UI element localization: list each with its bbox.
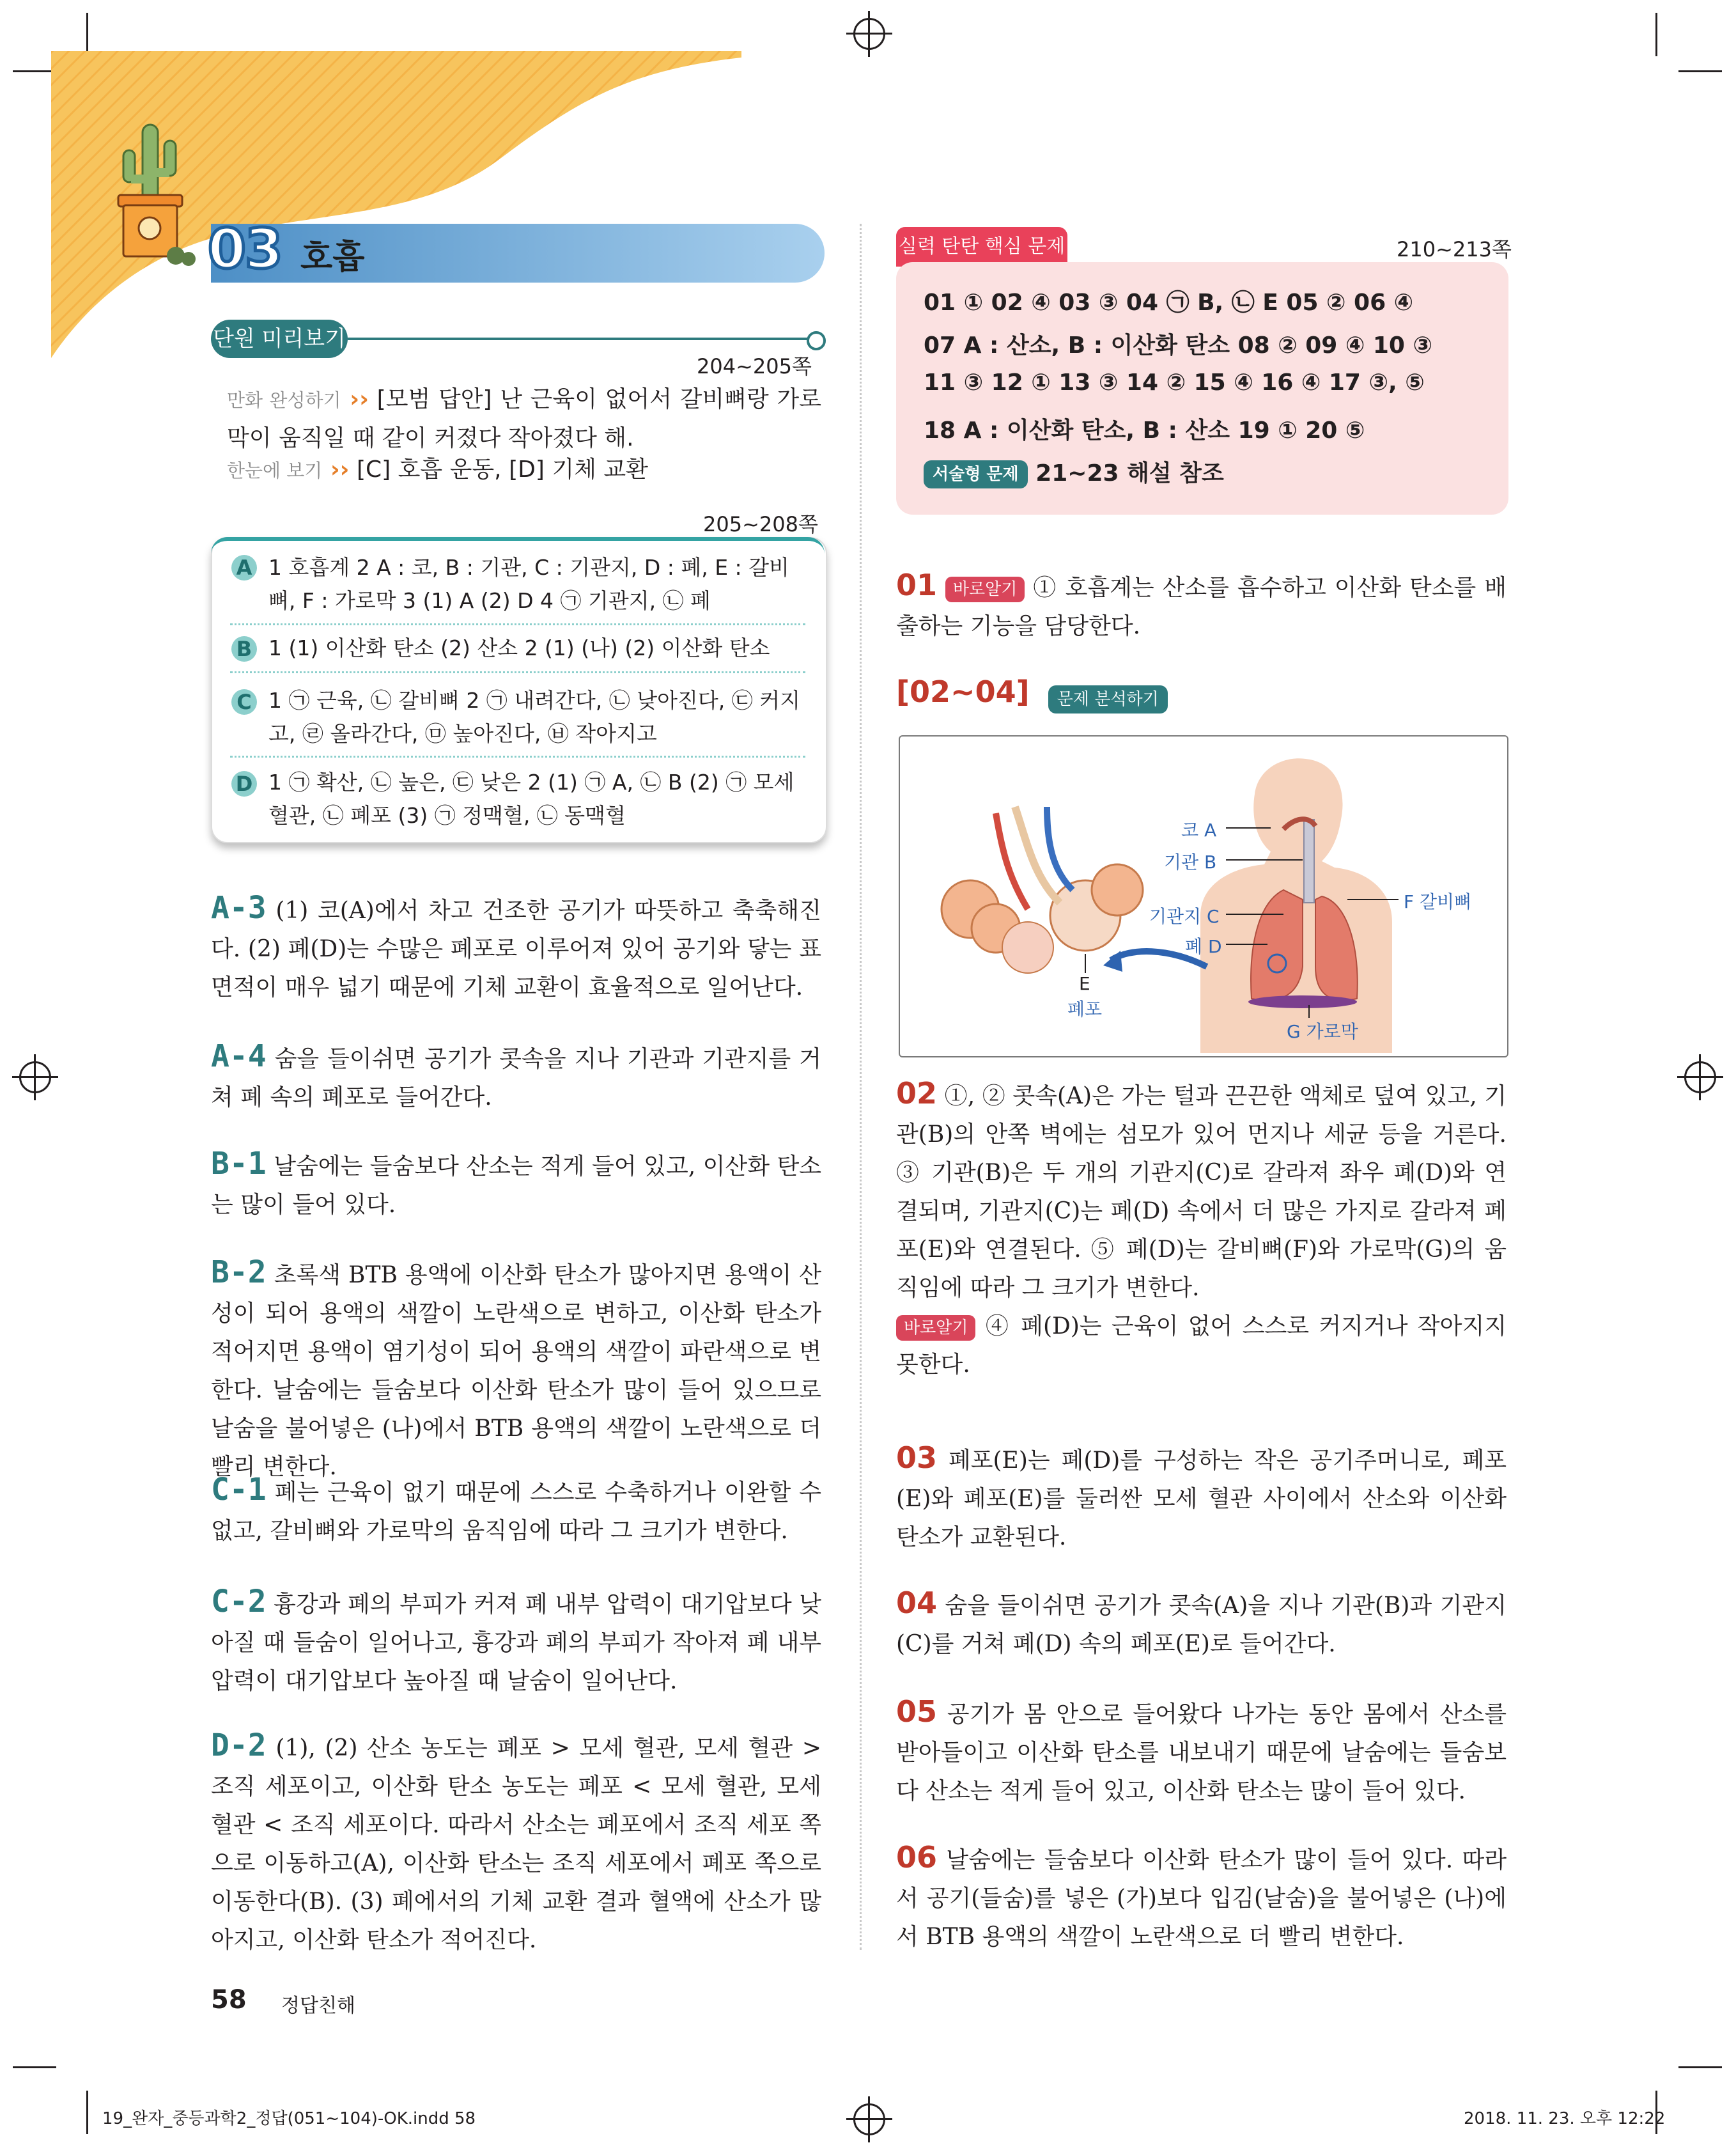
figure-label-e: E [1079,973,1090,994]
figure-label-a: 코 A [1181,820,1217,841]
key-row: 18 A : 이산화 탄소, B : 산소 19 ① 20 ⑤ [924,417,1365,444]
answer-row-b: 1 (1) 이산화 탄소 (2) 산소 2 (1) (나) (2) 이산화 탄소 [268,635,770,660]
explanation-text: 초록색 BTB 용액에 이산화 탄소가 많아지면 용액이 산성이 되어 용액의 색깔이 노란색으로 변하고, 이산화 탄소가 적어지면 용액이 염기성이 되어 용액의 색깔이 파란색으로 변한다. 날숨에는 들숨보다 이산화 탄소가 많이 들어 있으므로 날숨을 불어넣은 (나)에서 BTB 용액의 색깔이 노란색으로 더 빨리 변한다. [211,1262,821,1480]
question-number: 06 [896,1840,938,1875]
explanation-c1 [211,1470,821,1550]
figure-label-d: 폐 D [1185,936,1222,957]
section-number: 03 [208,217,282,281]
question-number: 02 [896,1076,938,1111]
group-title: [02~04] [896,674,1030,709]
divider-end [807,331,826,350]
explanation-b1 [211,1144,821,1224]
preview-line-1 [227,380,821,458]
column-divider [860,224,862,1950]
crop-mark [86,13,88,56]
page-ref: 204~205쪽 [697,354,812,378]
explanation-q02 [896,1074,1507,1384]
question-number: 05 [896,1694,938,1729]
explanation-text: 폐포(E)는 폐(D)를 구성하는 작은 공기주머니로, 폐포(E)와 폐포(E)를 둘러싼 모세 혈관 사이에서 산소와 이산화 탄소가 교환된다. [896,1447,1507,1550]
explanation-text: 날숨에는 들숨보다 산소는 적게 들어 있고, 이산화 탄소는 많이 들어 있다. [211,1153,821,1218]
crop-mark [1678,70,1722,72]
file-info: 19_완자_중등과학2_정답(051~104)-OK.indd 58 [102,2109,476,2128]
crop-mark [86,2091,88,2134]
question-number: 01 [896,568,938,602]
key-row: 01 ① 02 ④ 03 ③ 04 ㉠ B, ㉡ E 05 ② 06 ④ [924,290,1414,316]
explanation-label: B-2 [211,1254,267,1290]
page-ref: 205~208쪽 [703,512,818,536]
divider [230,671,805,673]
explanation-label: A-4 [211,1038,267,1074]
answer-letter-b: B [231,636,257,662]
registration-mark [1684,1061,1716,1093]
explanation-q06 [896,1838,1507,1956]
question-number: 03 [896,1440,938,1475]
divider [230,623,805,625]
figure-label-e-name: 폐포 [1067,999,1103,1020]
figure-label-f: F 갈비뼈 [1404,891,1472,912]
page-ref: 210~213쪽 [1397,237,1512,261]
explanation-label: B-1 [211,1146,267,1181]
respiratory-figure [899,735,1508,1057]
explanation-text: ① 호흡계는 산소를 흡수하고 이산화 탄소를 배출하는 기능을 담당한다. [896,575,1507,639]
explanation-text: 숨을 들이쉬면 공기가 콧속을 지나 기관과 기관지를 거쳐 폐 속의 폐포로 들어간다. [211,1046,821,1111]
divider [230,756,805,758]
explanation-text: 숨을 들이쉬면 공기가 콧속(A)을 지나 기관(B)과 기관지(C)를 거쳐 폐(D) 속의 폐포(E)로 들어간다. [896,1593,1507,1657]
explanation-text: (1) 코(A)에서 차고 건조한 공기가 따뜻하고 축축해진다. (2) 폐(D)는 수많은 폐포로 이루어져 있어 공기와 닿는 표면적이 매우 넓기 때문에 기체 교환이 효율적으로 일어난다. [211,898,821,1001]
page-number: 58 [211,1985,247,2015]
answer-letter-a: A [231,555,257,581]
crop-mark [1678,2066,1722,2068]
answer-row-c: 1 ㉠ 근육, ㉡ 갈비뼈 2 ㉠ 내려간다, ㉡ 낮아진다, ㉢ 커지고, ㉣ 올라간다, ㉤ 높아진다, ㉥ 작아지고 [268,688,801,746]
figure-label-b: 기관 B [1164,852,1217,873]
essay-tag: 서술형 문제 [924,460,1028,488]
correction-tag: 바로알기 [945,577,1025,602]
preview-text: [모범 답안] 난 근육이 없어서 갈비뼈랑 가로막이 움직일 때 같이 커졌다 작아졌다 해. [227,386,821,451]
essay-text: 21~23 해설 참조 [1035,460,1224,487]
explanation-label: A-3 [211,890,267,926]
key-row-essay [924,455,1224,488]
explanation-text: ①, ② 콧속(A)은 가는 털과 끈끈한 액체로 덮여 있고, 기관(B)의 안쪽 벽에는 섬모가 있어 먼지나 세균 등을 거른다. ③ 기관(B)은 두 개의 기관지(C)로 갈라져 좌우 폐(D)와 연결되며, 기관지(C)는 폐(D) 속에서 더 많은 가지로 갈라져 폐포(E)와 연결된다. ⑤ 폐(D)는 갈비뼈(F)와 가로막(G)의 움직임에 따라 그 크기가 변한다. [896,1083,1507,1301]
explanation-text: 공기가 몸 안으로 들어왔다 나가는 동안 몸에서 산소를 받아들이고 이산화 탄소를 내보내기 때문에 날숨에는 들숨보다 산소는 적게 들어 있고, 이산화 탄소는 많이 들어 있다. [896,1701,1507,1804]
explanation-q01 [896,566,1507,646]
preview-line-2 [227,451,821,490]
explanation-a4 [211,1037,821,1117]
explanation-a3 [211,889,821,1007]
group-header [896,674,1168,713]
preview-text: [C] 호흡 운동, [D] 기체 교환 [356,456,648,483]
question-number: 04 [896,1586,938,1620]
crop-mark [13,2066,56,2068]
registration-mark [853,18,885,50]
alveoli-cluster [942,807,1143,973]
analysis-tag: 문제 분석하기 [1048,685,1168,713]
explanation-text: ④ 폐(D)는 근육이 없어 스스로 커지거나 작아지지 못한다. [896,1313,1507,1378]
correction-tag: 바로알기 [896,1315,975,1341]
answer-row-d: 1 ㉠ 확산, ㉡ 높은, ㉢ 낮은 2 (1) ㉠ A, ㉡ B (2) ㉠ 모세 혈관, ㉡ 폐포 (3) ㉠ 정맥혈, ㉡ 동맥혈 [268,770,794,828]
explanation-text: 폐는 근육이 없기 때문에 스스로 수축하거나 이완할 수 없고, 갈비뼈와 가로막의 움직임에 따라 그 크기가 변한다. [211,1479,821,1544]
unit-preview-pill: 단원 미리보기 [211,320,348,358]
explanation-q04 [896,1584,1507,1664]
page-label: 정답친해 [281,1995,355,2017]
crop-mark [1655,13,1657,56]
preview-label: 만화 완성하기 [227,389,341,411]
explanation-d2 [211,1726,821,1960]
crop-mark [13,70,56,72]
answer-letter-c: C [231,689,257,715]
chevron-icon: ›› [341,386,369,412]
section-title: 호흡 [300,238,365,277]
explanation-text: (1), (2) 산소 농도는 폐포 > 모세 혈관, 모세 혈관 > 조직 세포이고, 이산화 탄소 농도는 폐포 < 모세 혈관, 모세 혈관 < 조직 세포이다. 따라서 산소는 폐포에서 조직 세포 쪽으로 이동하고(A), 이산화 탄소는 조직 세포에서 폐포 쪽으로 이동한다(B). (3) 폐에서의 기체 교환 결과 혈액에 산소가 많아지고, 이산화 탄소가 적어진다. [211,1735,821,1953]
chevron-icon: ›› [322,456,350,483]
divider [348,338,814,340]
figure-label-c: 기관지 C [1149,906,1220,927]
cactus-illustration [105,112,201,272]
figure-label-g: G 가로막 [1287,1021,1358,1042]
explanation-label: C-2 [211,1584,267,1619]
explanation-q05 [896,1692,1507,1811]
answer-letter-d: D [231,771,257,797]
explanation-text: 날숨에는 들숨보다 이산화 탄소가 많이 들어 있다. 따라서 공기(들숨)를 넣은 (가)보다 입김(날숨)을 불어넣은 (나)에서 BTB 용액의 색깔이 노란색으로 더 빨리 변한다. [896,1847,1507,1950]
date-info: 2018. 11. 23. 오후 12:22 [1464,2109,1666,2128]
registration-mark [853,2103,885,2135]
registration-mark [19,1061,51,1093]
key-row: 11 ③ 12 ① 13 ③ 14 ② 15 ④ 16 ④ 17 ③, ⑤ [924,370,1425,396]
key-row: 07 A : 산소, B : 이산화 탄소 08 ② 09 ④ 10 ③ [924,332,1432,359]
explanation-label: C-1 [211,1472,267,1508]
explanation-text: 흉강과 폐의 부피가 커져 폐 내부 압력이 대기압보다 낮아질 때 들숨이 일어나고, 흉강과 폐의 부피가 작아져 폐 내부 압력이 대기압보다 높아질 때 날숨이 일어난다. [211,1591,821,1694]
preview-label: 한눈에 보기 [227,460,323,481]
key-box-tag: 실력 탄탄 핵심 문제 [896,227,1067,267]
explanation-label: D-2 [211,1727,267,1763]
explanation-c2 [211,1582,821,1701]
explanation-b2 [211,1253,821,1486]
answer-row-a: 1 호흡계 2 A : 코, B : 기관, C : 기관지, D : 폐, E : 갈비뼈, F : 가로막 3 (1) A (2) D 4 ㉠ 기관지, ㉡ 폐 [268,555,789,613]
explanation-q03 [896,1439,1507,1557]
